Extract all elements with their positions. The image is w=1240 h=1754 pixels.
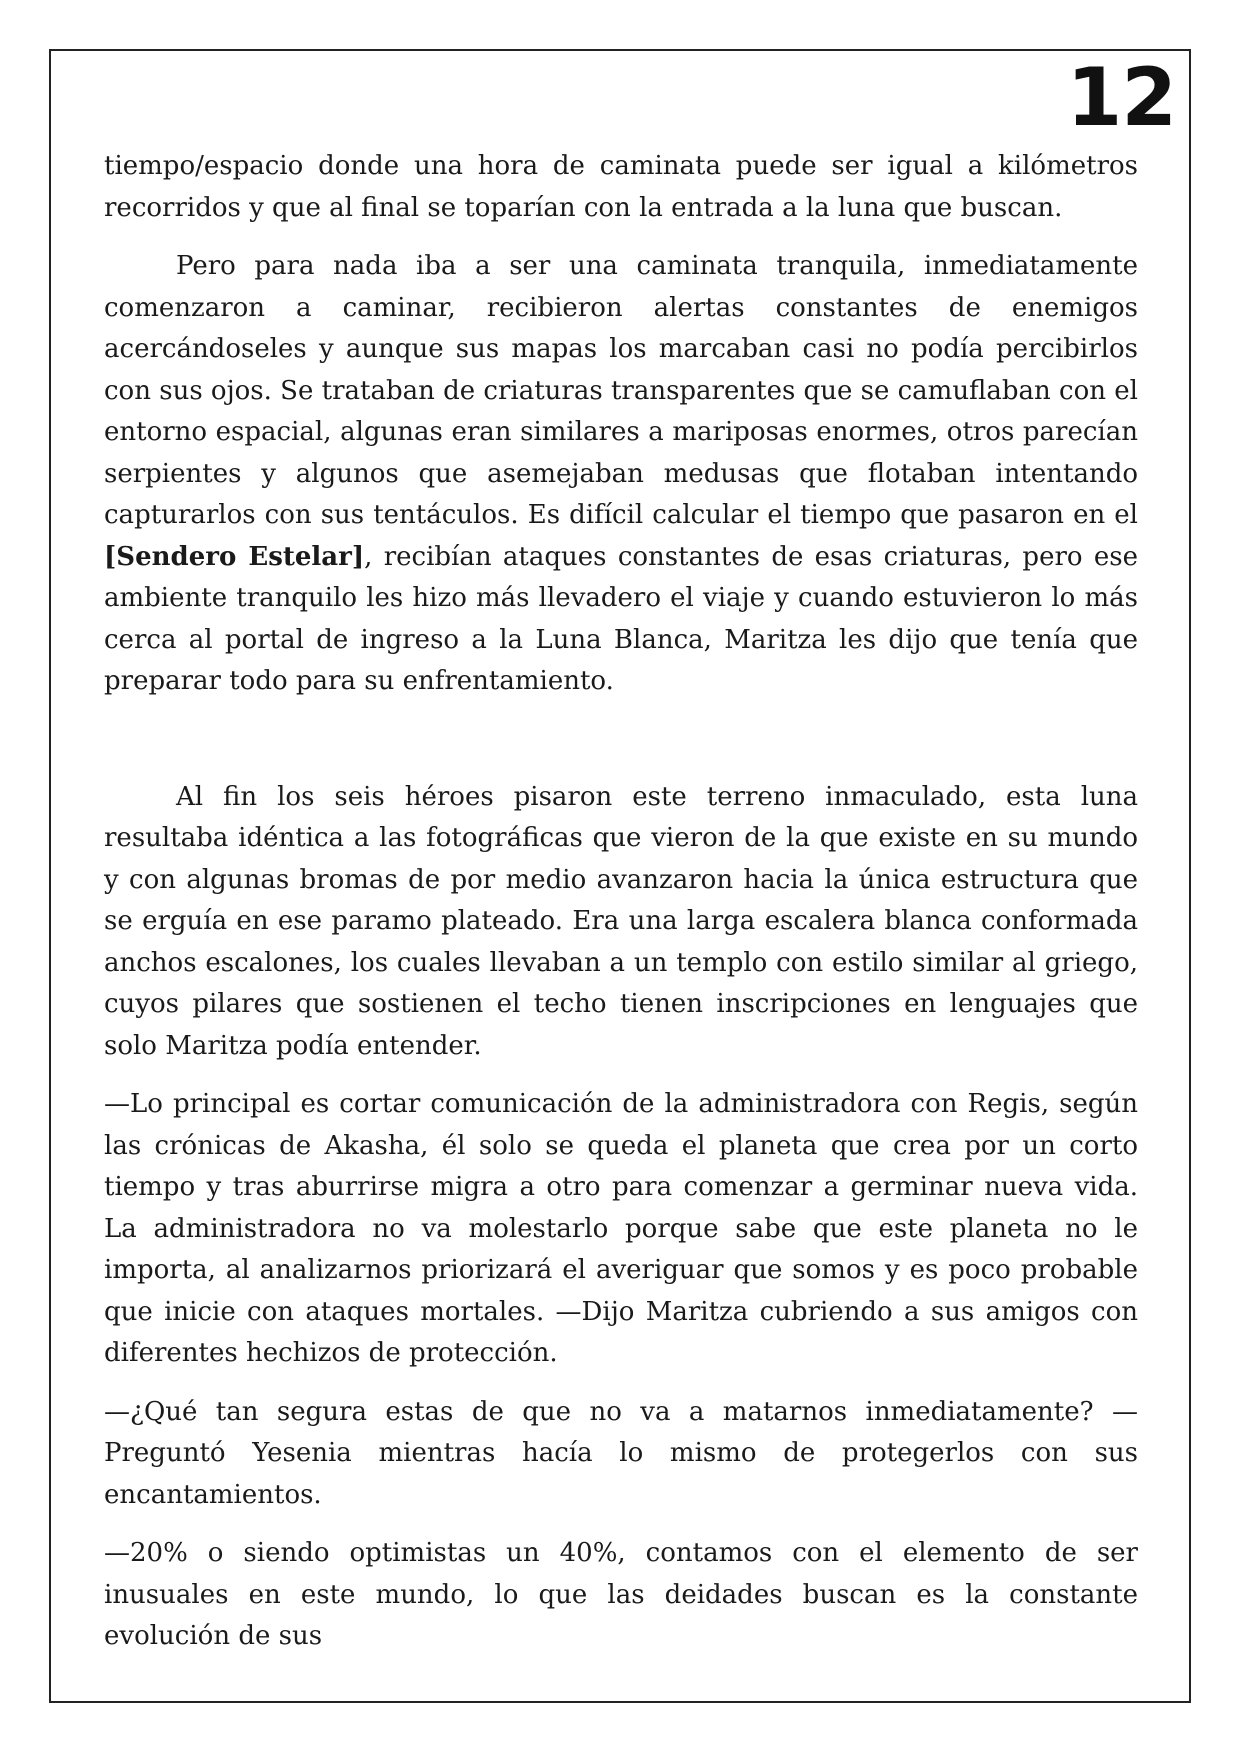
dialogue-maritza: —Lo principal es cortar comunicación de la administradora con Regis, según las crónicas de Akasha, él solo se queda el planeta que crea por un corto tiempo y tras aburrirse migra a otro para comenzar a germinar nueva vida. La administradora no va molestarlo porque sabe que este planeta no le importa, al analizarnos priorizará el averiguar que somos y es poco probable que inicie con ataques mortales. —Dijo Maritza cubriendo a sus amigos con diferentes hechizos de protección. bbox=[104, 1089, 1138, 1368]
dialogue-yesenia: —¿Qué tan segura estas de que no va a matarnos inmediatamente? —Preguntó Yesenia mientras hacía lo mismo de protegerlos con sus encantamientos. bbox=[104, 1396, 1138, 1510]
bold-term-sendero-estelar: [Sendero Estelar] bbox=[104, 541, 365, 572]
paragraph-continuation: tiempo/espacio donde una hora de caminata puede ser igual a kilómetros recorridos y que al final se toparían con la entrada a la luna que buscan. bbox=[104, 151, 1138, 223]
text-body bbox=[104, 146, 1138, 1675]
paragraph-luna-blanca: Al fin los seis héroes pisaron este terreno inmaculado, esta luna resultaba idéntica a las fotográficas que vieron de la que existe en su mundo y con algunas bromas de por medio avanzaron hacia la única estructura que se erguía en ese paramo plateado. Era una larga escalera blanca conformada anchos escalones, los cuales llevaban a un templo con estilo similar al griego, cuyos pilares que sostienen el techo tienen inscripciones en lenguajes que solo Maritza podía entender. bbox=[104, 781, 1138, 1061]
paragraph-text-after: , recibían ataques constantes de esas criaturas, pero ese ambiente tranquilo les hizo más llevadero el viaje y cuando estuvieron lo más cerca al portal de ingreso a la Luna Blanca, Maritza les dijo que tenía que preparar todo para su enfrentamiento. bbox=[104, 541, 1138, 696]
paragraph-text-before: Pero para nada iba a ser una caminata tranquila, inmediatamente comenzaron a caminar, recibieron alertas constantes de enemigos acercándoseles y aunque sus mapas los marcaban casi no podía percibirlos con sus ojos. Se trataban de criaturas transparentes que se camuflaban con el entorno espacial, algunas eran similares a mariposas enormes, otros parecían serpientes y algunos que asemejaban medusas que flotaban intentando capturarlos con sus tentáculos. Es difícil calcular el tiempo que pasaron en el bbox=[104, 251, 1138, 530]
paragraph-sendero-estelar bbox=[104, 246, 1138, 703]
page-number: 12 bbox=[1066, 51, 1176, 144]
dialogue-maritza-percent: —20% o siendo optimistas un 40%, contamos con el elemento de ser inusuales en este mundo, lo que las deidades buscan es la constante evolución de sus bbox=[104, 1538, 1138, 1651]
